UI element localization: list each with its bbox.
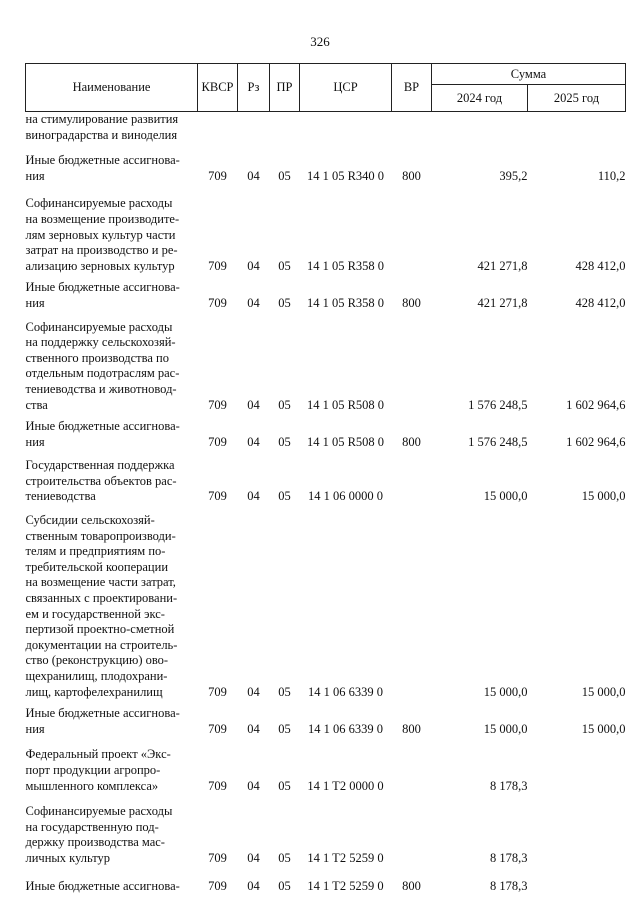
row-name-line: личных культур [25, 850, 111, 865]
row-vr: 800 [402, 434, 421, 449]
row-sum-2024: 395,2 [499, 168, 528, 183]
row-pr [270, 112, 300, 144]
col-header-sum: Сумма [432, 64, 626, 85]
row-sum-2024: 15 000,0 [483, 684, 528, 699]
row-kvsr [198, 112, 238, 144]
row-name-line: Иные бюджетные ассигнова- [25, 153, 180, 168]
row-kvsr: 709 [208, 850, 227, 865]
table-body [26, 112, 626, 895]
row-name-line: ния [25, 721, 45, 736]
row-name-line: щехранилищ, плодохрани- [25, 669, 168, 683]
row-name-line: виноградарства и виноделия [25, 127, 178, 142]
budget-table [25, 63, 626, 894]
row-kvsr: 709 [208, 434, 227, 449]
row-name-line: на поддержку сельскохозяй- [25, 335, 176, 350]
row-name [26, 112, 198, 144]
row-name-line: затрат на производство и ре- [25, 243, 178, 258]
row-name-line: Софинансируемые расходы [25, 196, 173, 211]
row-kvsr: 709 [208, 295, 227, 310]
row-sum-2025 [528, 867, 626, 895]
col-header-kvsr: КВСР [198, 64, 238, 112]
row-kvsr: 709 [208, 878, 227, 893]
row-sum-2025 [528, 794, 626, 866]
row-rz: 04 [247, 397, 260, 412]
row-pr: 05 [278, 168, 291, 183]
row-sum-2025: 428 412,0 [575, 258, 626, 273]
row-name-line: пертизой проектно-сметной [25, 622, 175, 637]
row-name-line: телям и предприятиям по- [25, 544, 166, 559]
col-header-year-2024: 2024 год [432, 85, 528, 112]
row-sum-2024: 15 000,0 [483, 489, 528, 504]
row-rz [238, 112, 270, 144]
row-name [26, 184, 198, 274]
row-sum-2024: 421 271,8 [477, 258, 528, 273]
row-name-line: Софинансируемые расходы [25, 319, 173, 334]
col-header-pr: ПР [270, 64, 300, 112]
row-sum-2025: 428 412,0 [575, 295, 626, 310]
row-kvsr: 709 [208, 721, 227, 736]
row-vr [392, 794, 432, 866]
row-name [26, 143, 198, 184]
row-csr: 14 1 05 R358 0 [306, 258, 385, 273]
row-name-line: на государственную под- [25, 819, 159, 834]
row-name-line: Субсидии сельскохозяй- [25, 513, 155, 528]
row-pr: 05 [278, 684, 291, 699]
row-rz: 04 [247, 489, 260, 504]
row-name [26, 505, 198, 700]
row-pr: 05 [278, 878, 291, 893]
table-row [26, 274, 626, 311]
row-csr: 14 1 06 6339 0 [308, 721, 383, 736]
row-kvsr: 709 [208, 258, 227, 273]
row-pr: 05 [278, 295, 291, 310]
col-header-name: Наименование [26, 64, 198, 112]
table-row [26, 184, 626, 274]
table-row [26, 112, 626, 144]
row-sum-2024: 8 178,3 [490, 850, 528, 865]
row-rz: 04 [247, 850, 260, 865]
row-pr: 05 [278, 778, 291, 793]
col-header-year-2025: 2025 год [528, 85, 626, 112]
row-pr: 05 [278, 258, 291, 273]
row-name-line: Государственная поддержка [25, 458, 175, 473]
row-sum-2025 [528, 112, 626, 144]
row-vr [392, 312, 432, 414]
row-kvsr: 709 [208, 397, 227, 412]
table-row [26, 312, 626, 414]
row-name [26, 413, 198, 450]
table-row [26, 700, 626, 737]
row-sum-2024: 1 576 248,5 [468, 434, 528, 449]
row-sum-2025: 1 602 964,6 [566, 434, 626, 449]
row-name-line: ния [25, 434, 45, 449]
row-name-line: лищ, картофелехранилищ [25, 684, 163, 699]
row-csr: 14 1 05 R340 0 [306, 168, 385, 183]
row-name [26, 450, 198, 505]
row-sum-2024: 8 178,3 [490, 878, 528, 893]
row-name-line: ем и государственной экс- [25, 606, 165, 621]
row-name-line: тениеводства [25, 489, 96, 504]
row-vr: 800 [402, 168, 421, 183]
row-csr: 14 1 06 0000 0 [308, 489, 383, 504]
table-row [26, 737, 626, 794]
table-row [26, 867, 626, 895]
row-name-line: Федеральный проект «Экс- [25, 747, 171, 762]
row-name [26, 700, 198, 737]
row-sum-2024: 1 576 248,5 [468, 397, 528, 412]
row-rz: 04 [247, 168, 260, 183]
row-pr: 05 [278, 850, 291, 865]
row-rz: 04 [247, 778, 260, 793]
row-rz: 04 [247, 684, 260, 699]
row-name-line: Иные бюджетные ассигнова- [25, 878, 180, 893]
page-number: 326 [310, 34, 330, 49]
row-name-line: ализацию зерновых культур [25, 258, 175, 273]
row-name [26, 274, 198, 311]
row-kvsr: 709 [208, 489, 227, 504]
row-rz: 04 [247, 434, 260, 449]
row-name-line: мышленного комплекса» [25, 778, 159, 793]
row-name-line: документации на строитель- [25, 637, 178, 652]
row-csr [300, 112, 392, 144]
table-row [26, 450, 626, 505]
row-csr: 14 1 T2 0000 0 [307, 778, 384, 793]
row-vr [392, 505, 432, 700]
row-kvsr: 709 [208, 684, 227, 699]
row-name-line: ства [25, 397, 48, 412]
row-pr: 05 [278, 434, 291, 449]
row-sum-2024: 421 271,8 [477, 295, 528, 310]
row-csr: 14 1 05 R508 0 [306, 434, 385, 449]
row-sum-2024: 15 000,0 [483, 721, 528, 736]
row-sum-2025: 15 000,0 [581, 721, 626, 736]
row-name-line: связанных с проектировани- [25, 591, 178, 606]
row-name [26, 794, 198, 866]
row-vr: 800 [402, 295, 421, 310]
row-csr: 14 1 05 R358 0 [306, 295, 385, 310]
row-name-line: порт продукции агропро- [25, 762, 161, 777]
table-row [26, 794, 626, 866]
row-csr: 14 1 T2 5259 0 [307, 878, 384, 893]
row-name-line: ственным товаропроизводи- [25, 528, 176, 543]
row-name-line: Иные бюджетные ассигнова- [25, 280, 180, 295]
row-kvsr: 709 [208, 778, 227, 793]
row-name-line: Иные бюджетные ассигнова- [25, 419, 180, 434]
row-sum-2025 [528, 737, 626, 794]
row-csr: 14 1 T2 5259 0 [307, 850, 384, 865]
row-name [26, 312, 198, 414]
row-name-line: ство (реконструкцию) ово- [25, 653, 169, 668]
row-name-line: лям зерновых культур части [25, 227, 176, 242]
table-row [26, 143, 626, 184]
row-pr: 05 [278, 397, 291, 412]
row-sum-2024 [432, 112, 528, 144]
row-vr: 800 [402, 878, 421, 893]
row-sum-2024: 8 178,3 [490, 778, 528, 793]
row-pr: 05 [278, 721, 291, 736]
row-name-line: на возмещение части затрат, [25, 575, 176, 590]
col-header-rz: Рз [238, 64, 270, 112]
row-name-line: строительства объектов рас- [25, 473, 177, 488]
col-header-csr: ЦСР [300, 64, 392, 112]
row-csr: 14 1 06 6339 0 [308, 684, 383, 699]
col-header-vr: ВР [392, 64, 432, 112]
row-name [26, 867, 198, 895]
row-name-line: на стимулирование развития [25, 112, 179, 126]
table-row [26, 413, 626, 450]
row-name-line: Иные бюджетные ассигнова- [25, 706, 180, 721]
row-sum-2025: 15 000,0 [581, 684, 626, 699]
row-rz: 04 [247, 295, 260, 310]
row-name [26, 737, 198, 794]
row-name-line: на возмещение производите- [25, 211, 180, 226]
row-name-line: отдельным подотраслям рас- [25, 366, 180, 381]
table-row [26, 505, 626, 700]
row-name-line: ственного производства по [25, 350, 169, 365]
row-name-line: Софинансируемые расходы [25, 804, 173, 819]
row-vr [392, 112, 432, 144]
row-sum-2025: 15 000,0 [581, 489, 626, 504]
row-sum-2025: 1 602 964,6 [566, 397, 626, 412]
row-vr [392, 450, 432, 505]
row-name-line: ния [25, 168, 45, 183]
row-kvsr: 709 [208, 168, 227, 183]
row-name-line: ния [25, 295, 45, 310]
row-sum-2025: 110,2 [597, 168, 626, 183]
row-name-line: тениеводства и животновод- [25, 381, 177, 396]
row-vr [392, 737, 432, 794]
row-name-line: требительской кооперации [25, 559, 169, 574]
row-rz: 04 [247, 721, 260, 736]
row-rz: 04 [247, 878, 260, 893]
row-name-line: держку производства мас- [25, 835, 165, 850]
row-csr: 14 1 05 R508 0 [306, 397, 385, 412]
row-pr: 05 [278, 489, 291, 504]
row-vr: 800 [402, 721, 421, 736]
row-rz: 04 [247, 258, 260, 273]
row-vr [392, 184, 432, 274]
